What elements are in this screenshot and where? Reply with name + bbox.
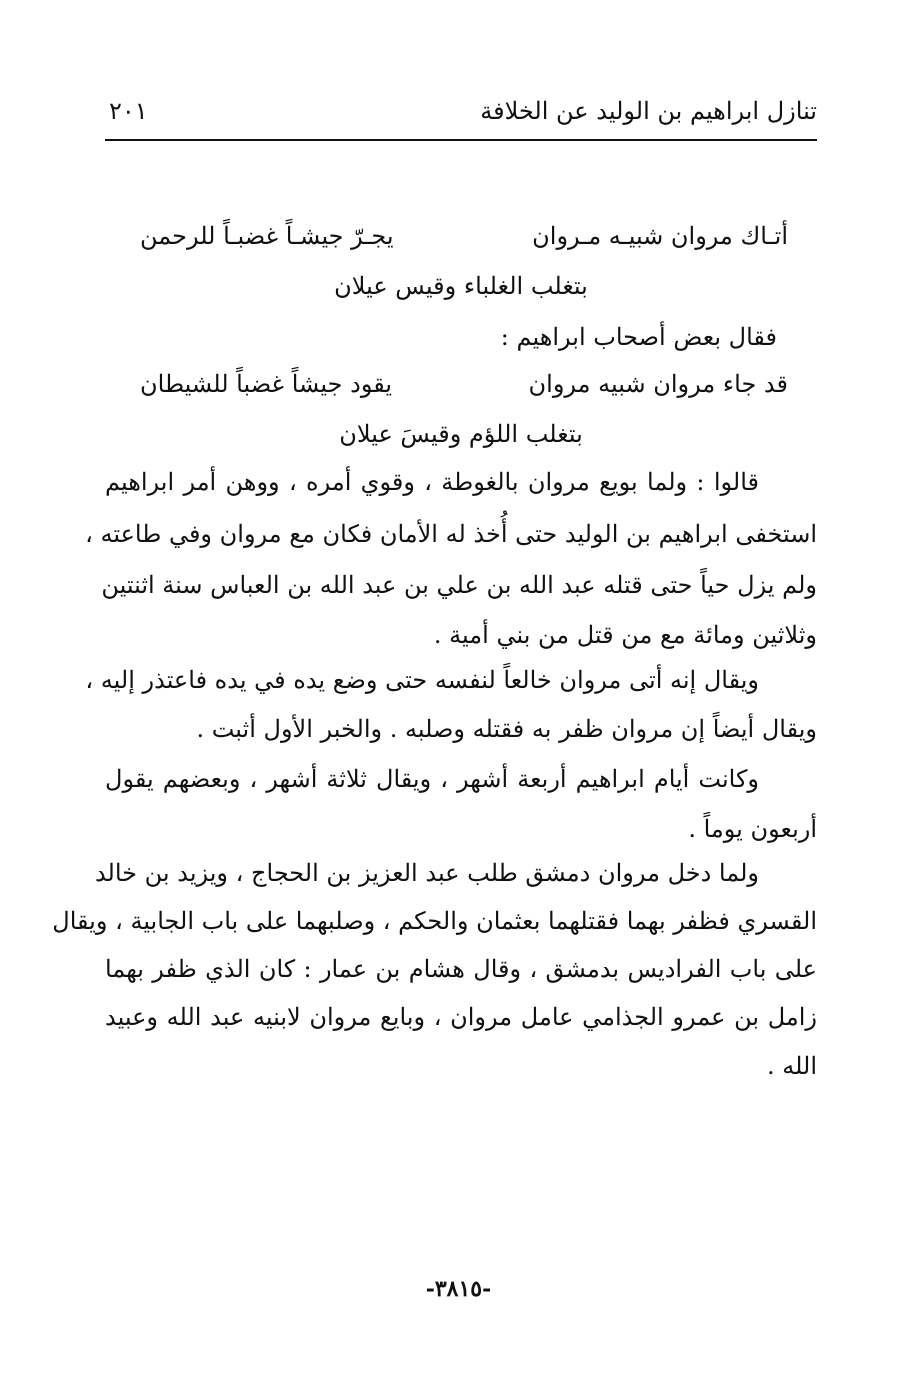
verse-2-line [140, 370, 788, 414]
text-line: قالوا : ولما بويع مروان بالغوطة ، وقوي أمره ، ووهن أمر ابراهيم [105, 468, 759, 496]
verse-1-hemistich-2: يجـرّ جيشـاً غضبـاً للرحمن [140, 222, 394, 250]
running-header [105, 95, 817, 141]
text-line: على باب الفراديس بدمشق ، وقال هشام بن عمار : كان الذي ظفر بهما [105, 955, 817, 983]
text-line: القسري فظفر بهما فقتلهما بعثمان والحكم ، وصلبهما على باب الجابية ، ويقال [52, 907, 817, 935]
verse-2-hemistich-1: قد جاء مروان شبيه مروان [528, 370, 788, 398]
text-line: وثلاثين ومائة مع من قتل من بني أمية . [433, 621, 817, 649]
text-line: ولم يزل حياً حتى قتله عبد الله بن علي بن عبد الله بن العباس سنة اثنتين [101, 571, 817, 599]
verse-1-continuation: بتغلب الغلباء وقيس عيلان [334, 272, 588, 300]
text-line: زامل بن عمرو الجذامي عامل مروان ، وبايع مروان لابنيه عبد الله وعبيد [105, 1003, 817, 1031]
verse-2-hemistich-2: يقود جيشاً غضباً للشيطان [140, 370, 393, 398]
text-line: وكانت أيام ابراهيم أربعة أشهر ، ويقال ثلاثة أشهر ، وبعضهم يقول [105, 765, 759, 793]
text-line: ولما دخل مروان دمشق طلب عبد العزيز بن الحجاج ، ويزيد بن خالد [94, 859, 759, 887]
text-line: الله . [766, 1052, 817, 1080]
page-number: ٢٠١ [109, 97, 148, 125]
text-line: أربعون يوماً . [688, 815, 817, 843]
verse-1-hemistich-1: أتـاك مروان شبيـه مـروان [532, 222, 788, 250]
text-line: ويقال أيضاً إن مروان ظفر به فقتله وصلبه . والخبر الأول أثبت . [196, 715, 817, 743]
page-code: -٣٨١٥- [425, 1276, 492, 1302]
verse-intro: فقال بعض أصحاب ابراهيم : [500, 323, 777, 351]
text-line: ويقال إنه أتى مروان خالعاً لنفسه حتى وضع يده في يده فاعتذر إليه ، [85, 666, 759, 694]
verse-2-continuation: بتغلب اللؤم وقيسَ عيلان [339, 420, 583, 448]
chapter-title: تنازل ابراهيم بن الوليد عن الخلافة [480, 97, 817, 125]
text-line: استخفى ابراهيم بن الوليد حتى أُخذ له الأمان فكان مع مروان وفي طاعته ، [85, 520, 817, 548]
verse-1-line [140, 222, 788, 266]
